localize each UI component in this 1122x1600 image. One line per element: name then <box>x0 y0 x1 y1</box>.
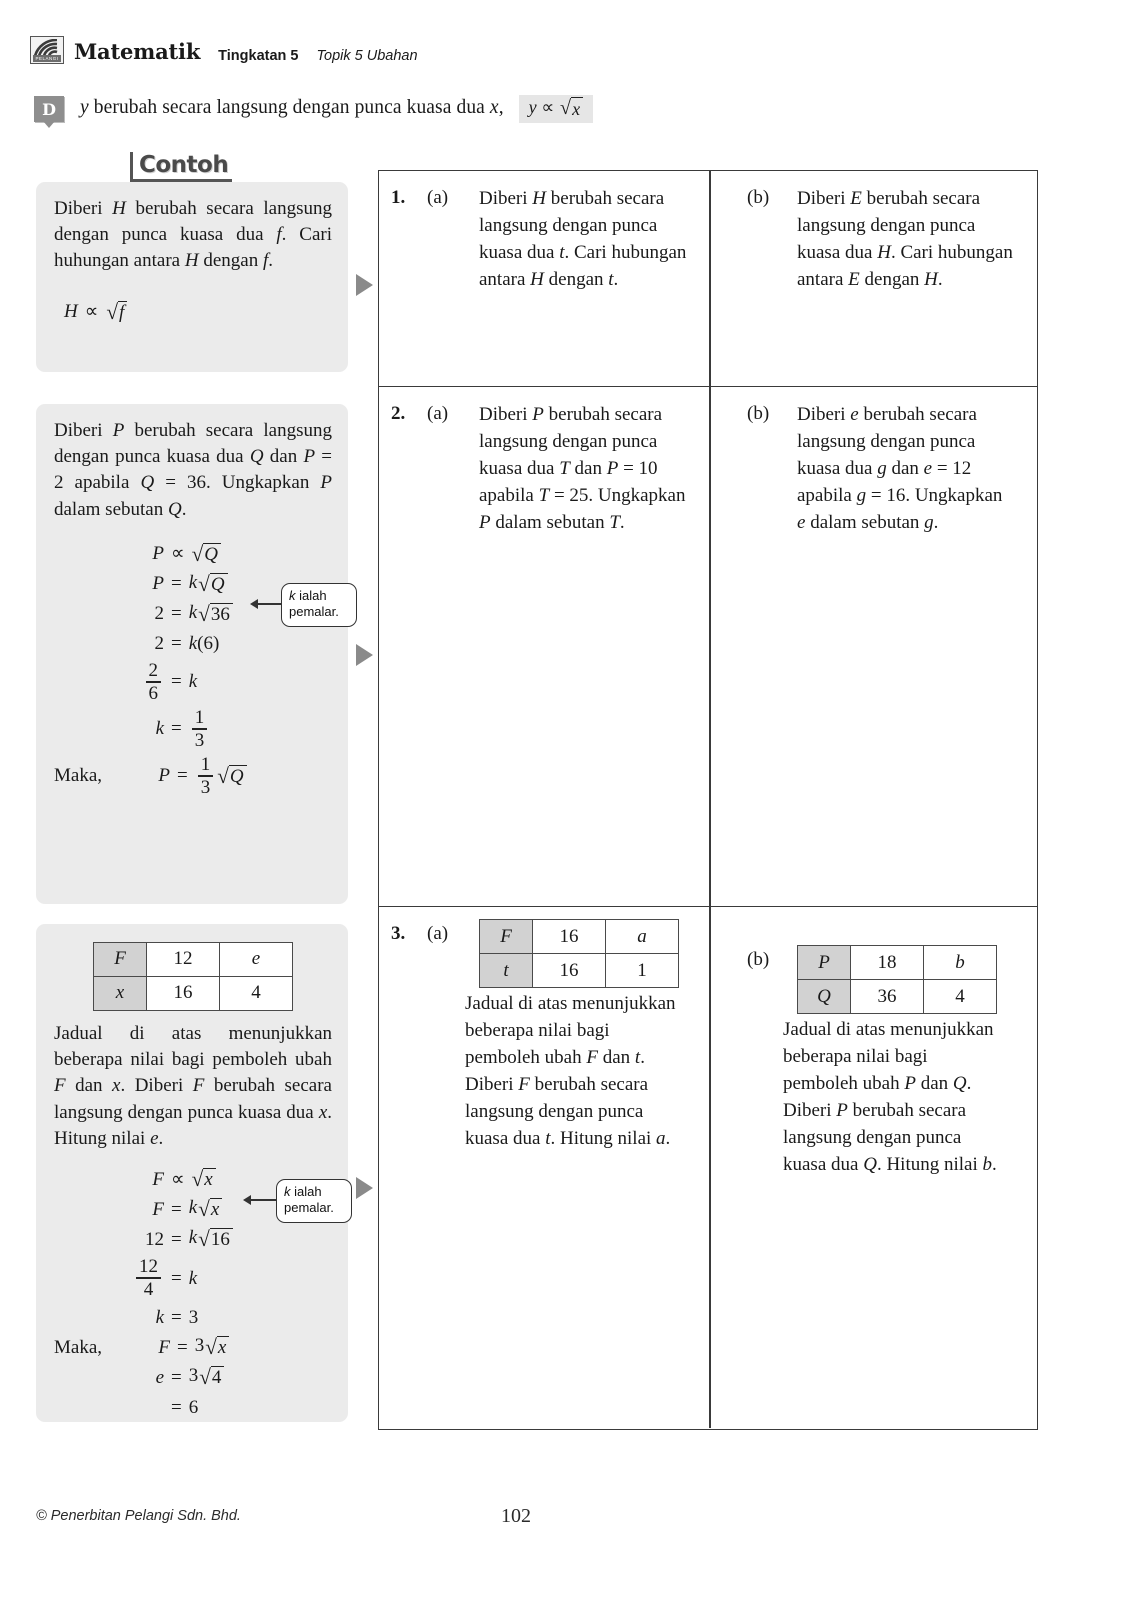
exercise-grid <box>378 170 1038 1430</box>
var-e: e <box>150 1127 159 1149</box>
page-header <box>30 36 418 64</box>
var: P <box>836 1099 848 1121</box>
table-row <box>94 977 293 1011</box>
t: . Hitung nilai <box>54 1101 332 1149</box>
t: = 10 apabila <box>479 457 658 506</box>
table-row <box>94 943 293 977</box>
callout-line2: pemalar. <box>289 604 339 620</box>
t: dengan <box>543 268 609 290</box>
lhs: 2 <box>154 603 164 625</box>
statement-text: berubah secara langsung dengan punca kuasa dua <box>88 97 490 118</box>
t: . <box>268 250 273 272</box>
var: H <box>530 268 544 290</box>
rhs: 3 √ x <box>195 1336 230 1357</box>
rhs: 3 <box>188 1306 199 1328</box>
row-head-F: F <box>94 943 147 977</box>
math-line <box>102 705 332 753</box>
radical-glyph: √ <box>191 1167 204 1192</box>
equals: = <box>171 573 182 595</box>
t: . Diberi <box>783 1072 972 1121</box>
question-number-3: 3. <box>391 923 406 944</box>
cell: 16 <box>147 977 220 1011</box>
callout-k-pemalar-2 <box>281 583 357 627</box>
question-1a-cell[interactable] <box>379 171 709 386</box>
var-F: F <box>54 1075 66 1097</box>
t: . <box>613 268 619 290</box>
lhs: P <box>152 543 164 565</box>
cell: 36 <box>851 980 924 1014</box>
t: dalam sebutan <box>490 511 610 533</box>
radicand: Q <box>210 573 228 594</box>
question-2a-text <box>479 402 687 537</box>
lhs: F <box>158 1336 170 1358</box>
var: g <box>924 511 934 533</box>
var: H <box>924 268 938 290</box>
lhs: k <box>155 1306 164 1328</box>
var: F <box>586 1046 598 1068</box>
flow-arrow-1-icon <box>356 274 373 296</box>
var: P <box>904 1072 916 1094</box>
equals: = <box>171 671 182 693</box>
var-Q: Q <box>249 446 264 468</box>
statement-var-y: y <box>80 97 89 118</box>
question-number-1: 1. <box>391 187 406 208</box>
question-3a-table <box>479 919 679 988</box>
var-x2: x <box>318 1101 328 1123</box>
proportional-icon: ∝ <box>171 1168 185 1190</box>
var: Q <box>952 1072 967 1094</box>
radical-glyph: √ <box>198 602 210 627</box>
math-line <box>102 659 332 705</box>
var: t <box>545 1127 551 1149</box>
sqrt-icon <box>106 300 127 325</box>
section-badge-d: D <box>34 96 64 122</box>
sqrt-icon <box>191 1167 216 1192</box>
rhs: k <box>188 671 198 693</box>
row-head: F <box>480 920 533 954</box>
math-line <box>102 1224 332 1254</box>
t: Jadual di atas menunjukkan beberapa nilai bagi pemboleh ubah <box>54 1023 332 1071</box>
equals: = <box>171 718 182 740</box>
copyright-text: © Penerbitan Pelangi Sdn. Bhd. <box>36 1508 241 1524</box>
t: berubah secara langsung dengan punca kuasa dua <box>797 404 977 479</box>
lhs: P <box>158 765 170 787</box>
t: = 16. Ungkapkan <box>866 484 1003 506</box>
var: T <box>559 457 570 479</box>
t: . <box>937 268 943 290</box>
sqrt-icon <box>191 542 221 567</box>
table-row <box>798 980 997 1014</box>
fraction: $\frac{1}{3}$ <box>192 708 208 750</box>
sqrt-icon <box>217 764 246 789</box>
var-P: P <box>112 420 125 441</box>
flow-arrow-2-icon <box>356 644 373 666</box>
lhs: e <box>155 1366 164 1388</box>
t: = 25. Ungkapkan <box>549 484 686 506</box>
result-lhs: H <box>64 301 78 323</box>
question-3b-table <box>797 945 997 1014</box>
rhs <box>195 755 247 797</box>
var-P2: P <box>303 446 316 468</box>
math-line <box>54 753 332 799</box>
section-statement <box>80 95 593 123</box>
callout-k-pemalar-3 <box>276 1179 352 1223</box>
lhs: k <box>155 718 164 740</box>
formula-radicand: x <box>571 97 583 120</box>
logo-wordmark: PELANGI <box>33 55 61 62</box>
math-line <box>54 1332 332 1362</box>
radicand: Q <box>229 765 247 786</box>
equals: = <box>171 1396 182 1418</box>
callout-arrow-2 <box>257 603 283 605</box>
lhs: F <box>152 1168 164 1190</box>
var: g <box>856 484 867 506</box>
var: E <box>850 188 862 209</box>
var-H2: H <box>184 250 199 272</box>
callout-arrow-3 <box>250 1199 278 1201</box>
var: Q <box>863 1153 877 1175</box>
lhs <box>102 661 171 703</box>
brand-title: Matematik <box>74 39 201 64</box>
cell: 16 <box>533 954 606 988</box>
radicand: Q <box>203 543 221 564</box>
t: Jadual di atas menunjukkan beberapa nilai bagi pemboleh ubah <box>783 1019 994 1094</box>
var-f: f <box>276 224 282 246</box>
question-1b-cell[interactable] <box>709 171 1037 386</box>
formula-lhs: y <box>528 97 537 117</box>
row-head: t <box>480 954 533 988</box>
var: e <box>797 511 806 533</box>
var: T <box>609 511 620 533</box>
math-line <box>102 1254 332 1302</box>
sqrt-icon <box>198 572 227 597</box>
cell: b <box>924 946 997 980</box>
t: . <box>181 498 187 520</box>
question-3b-cell[interactable] <box>709 907 1037 1428</box>
t: . Cari huhungan antara <box>54 224 332 272</box>
t: Diberi <box>54 420 113 441</box>
proportional-icon: ∝ <box>84 301 99 323</box>
equals: = <box>177 1336 188 1358</box>
rhs: k √ Q <box>189 573 228 594</box>
radical-glyph: √ <box>191 542 204 567</box>
radical-glyph: √ <box>198 572 210 597</box>
t: Diberi <box>479 188 533 209</box>
callout-k: k <box>289 588 296 603</box>
math-line <box>102 1362 332 1392</box>
statement-var-x: x <box>489 97 499 118</box>
example-3-text <box>54 1021 332 1152</box>
t: dan <box>886 457 924 479</box>
radical-glyph: √ <box>198 1227 210 1252</box>
t: dan <box>65 1075 113 1097</box>
radical-glyph: √ <box>217 764 229 789</box>
radical-glyph: √ <box>205 1335 217 1360</box>
math-line <box>102 629 332 659</box>
proportional-icon: ∝ <box>171 543 185 565</box>
example-1-result <box>54 297 332 327</box>
statement-comma: , <box>498 97 504 118</box>
t: dalam sebutan <box>54 498 168 520</box>
equals: = <box>171 603 182 625</box>
pelangi-logo-icon <box>30 36 64 64</box>
cell: 4 <box>220 977 293 1011</box>
lhs: F <box>152 1198 164 1220</box>
var-x: x <box>112 1075 121 1097</box>
part-letter-b: (b) <box>747 187 770 208</box>
fraction: $\frac{12}{4}$ <box>136 1257 161 1299</box>
section-d-row <box>34 95 593 123</box>
t: . Cari hubungan antara <box>797 241 1013 290</box>
var: F <box>518 1073 530 1095</box>
var: b <box>982 1153 992 1175</box>
rhs: k √ x <box>189 1198 223 1219</box>
lhs <box>102 1257 171 1299</box>
t: . Cari hubungan antara <box>479 241 687 290</box>
lhs: P <box>152 573 164 595</box>
question-3a-text <box>465 991 679 1153</box>
exercise-row-1 <box>379 171 1037 387</box>
maka-label: Maka, <box>54 1336 103 1358</box>
cell: 16 <box>533 920 606 954</box>
t: . Hitung nilai <box>550 1127 657 1149</box>
lhs: 2 <box>154 633 164 655</box>
math-line <box>102 1392 332 1422</box>
t: berubah secara langsung dengan punca kuasa dua <box>797 188 981 263</box>
var-Q3: Q <box>167 498 182 520</box>
cell: a <box>606 920 679 954</box>
var: E <box>848 268 860 290</box>
var: g <box>877 457 887 479</box>
t: berubah secara langsung dengan punca kuasa dua <box>465 1073 649 1149</box>
callout-line1: ialah <box>290 1184 322 1199</box>
cell: 12 <box>147 943 220 977</box>
var: t <box>634 1046 641 1068</box>
var-P3: P <box>320 472 332 494</box>
question-3b-text <box>783 1017 1007 1179</box>
cell: 18 <box>851 946 924 980</box>
question-2b-text <box>797 402 1013 537</box>
topic-label: Topik 5 Ubahan <box>316 48 418 64</box>
table-row <box>480 954 679 988</box>
var: e <box>923 457 933 479</box>
radicand: x <box>210 1198 222 1219</box>
example-1-text <box>54 196 332 275</box>
callout-line1: ialah <box>295 588 327 603</box>
sqrt-icon <box>198 602 233 627</box>
equals: = <box>171 1198 182 1220</box>
radical-glyph: √ <box>198 1197 210 1222</box>
lhs: 12 <box>145 1228 164 1250</box>
cell: 4 <box>924 980 997 1014</box>
equals: = <box>171 1228 182 1250</box>
t: . <box>619 511 625 533</box>
sqrt-icon <box>560 97 583 120</box>
t: . <box>158 1127 164 1149</box>
form-level: Tingkatan 5 <box>218 48 299 64</box>
t: = 12 apabila <box>797 457 972 506</box>
row-head: Q <box>798 980 851 1014</box>
table-row <box>480 920 679 954</box>
part-letter-a: (a) <box>427 403 449 424</box>
part-letter-b: (b) <box>747 403 770 424</box>
example-3-table <box>93 942 293 1011</box>
var: H <box>532 188 547 209</box>
example-2-text <box>54 418 332 523</box>
sqrt-icon <box>198 1227 233 1252</box>
exercise-row-3 <box>379 907 1037 1428</box>
sqrt-icon <box>205 1335 229 1360</box>
example-2-working <box>54 539 332 799</box>
t: dengan <box>859 268 925 290</box>
t: berubah secara langsung dengan punca kuasa dua <box>783 1099 967 1175</box>
sqrt-icon <box>198 1197 222 1222</box>
var: t <box>559 241 565 263</box>
rhs: 3 √ 4 <box>189 1366 225 1387</box>
page-number: 102 <box>501 1505 531 1527</box>
t: dalam sebutan <box>805 511 925 533</box>
var: T <box>538 484 550 506</box>
question-2a-cell[interactable] <box>379 387 709 906</box>
cell: e <box>220 943 293 977</box>
rhs: 6 <box>188 1396 199 1418</box>
t: . Diberi <box>465 1046 645 1095</box>
t: berubah secara langsung dengan punca kuasa dua <box>479 188 665 263</box>
radicand: x <box>217 1336 229 1357</box>
proportional-icon: ∝ <box>541 97 555 117</box>
t: Diberi <box>797 188 851 209</box>
question-3a-cell[interactable] <box>379 907 709 1428</box>
var-Q2: Q <box>140 472 155 494</box>
part-letter-b: (b) <box>747 949 770 970</box>
equals: = <box>177 765 188 787</box>
fraction: $\frac{1}{3}$ <box>198 755 214 797</box>
contoh-label: Contoh <box>130 152 232 183</box>
t: = 2 apabila <box>54 446 333 494</box>
rhs: k <box>188 1267 198 1289</box>
math-line <box>102 539 332 569</box>
t: Diberi <box>479 404 533 425</box>
t: dan <box>597 1046 635 1068</box>
t: . Diberi <box>120 1075 193 1097</box>
t: . <box>933 511 939 533</box>
t: dan <box>569 457 607 479</box>
rhs: k √ 16 <box>189 1228 233 1249</box>
t: Diberi <box>797 404 851 425</box>
t: dan <box>263 446 304 468</box>
radical-glyph: √ <box>106 300 118 325</box>
var-H: H <box>112 198 126 219</box>
var: P <box>479 511 491 533</box>
radical-glyph: √ <box>559 97 572 120</box>
equals: = <box>171 1267 182 1289</box>
radicand: 16 <box>210 1228 233 1249</box>
result-radicand: f <box>118 301 127 322</box>
t: berubah secara langsung dengan punca kuasa dua <box>54 1075 332 1123</box>
section-formula <box>519 95 594 123</box>
t: . <box>992 1153 997 1175</box>
var-f2: f <box>262 250 269 272</box>
t: Jadual di atas menunjukkan beberapa nilai bagi pemboleh ubah <box>465 993 676 1068</box>
equals: = <box>171 1306 182 1328</box>
radicand: x <box>203 1168 215 1189</box>
page-footer <box>36 1505 1086 1527</box>
var-F2: F <box>192 1075 205 1097</box>
flow-arrow-3-icon <box>356 1177 373 1199</box>
t: berubah secara langsung dengan punca kuasa dua <box>54 420 332 468</box>
row-head: P <box>798 946 851 980</box>
example-box-2 <box>36 404 348 904</box>
cell: 1 <box>606 954 679 988</box>
equals: = <box>171 633 182 655</box>
radicand: 4 <box>211 1366 225 1387</box>
var: t <box>608 268 614 290</box>
question-number-2: 2. <box>391 403 406 424</box>
example-box-3 <box>36 924 348 1422</box>
t: . <box>665 1127 671 1149</box>
t: berubah secara langsung dengan punca kuasa dua <box>54 198 332 246</box>
var: P <box>606 457 619 479</box>
example-box-1 <box>36 182 348 372</box>
var: e <box>850 404 859 425</box>
exercise-row-2 <box>379 387 1037 907</box>
fraction: $\frac{2}{6}$ <box>146 661 162 703</box>
t: dan <box>915 1072 953 1094</box>
var: a <box>656 1127 666 1149</box>
part-letter-a: (a) <box>427 923 449 944</box>
part-letter-a: (a) <box>427 187 449 208</box>
sqrt-icon <box>199 1365 224 1390</box>
radical-glyph: √ <box>199 1365 211 1390</box>
rhs: k(6) <box>188 633 220 655</box>
question-1b-text <box>797 186 1013 294</box>
callout-k: k <box>284 1184 291 1199</box>
t: = 36. Ungkapkan <box>154 472 321 494</box>
callout-line2: pemalar. <box>284 1200 334 1216</box>
row-head-x: x <box>94 977 147 1011</box>
rhs: k √ 36 <box>189 603 233 624</box>
math-line <box>102 1302 332 1332</box>
var: P <box>532 404 544 425</box>
t: . Hitung nilai <box>876 1153 983 1175</box>
t: Diberi <box>54 198 113 219</box>
rhs <box>189 708 211 750</box>
radicand: 36 <box>210 603 233 624</box>
equals: = <box>171 1366 182 1388</box>
t: berubah secara langsung dengan punca kuasa dua <box>479 404 663 479</box>
table-row <box>798 946 997 980</box>
maka-label: Maka, <box>54 765 103 787</box>
var: H <box>877 241 891 263</box>
question-1a-text <box>479 186 687 294</box>
t: dengan <box>198 250 263 272</box>
question-2b-cell[interactable] <box>709 387 1037 906</box>
